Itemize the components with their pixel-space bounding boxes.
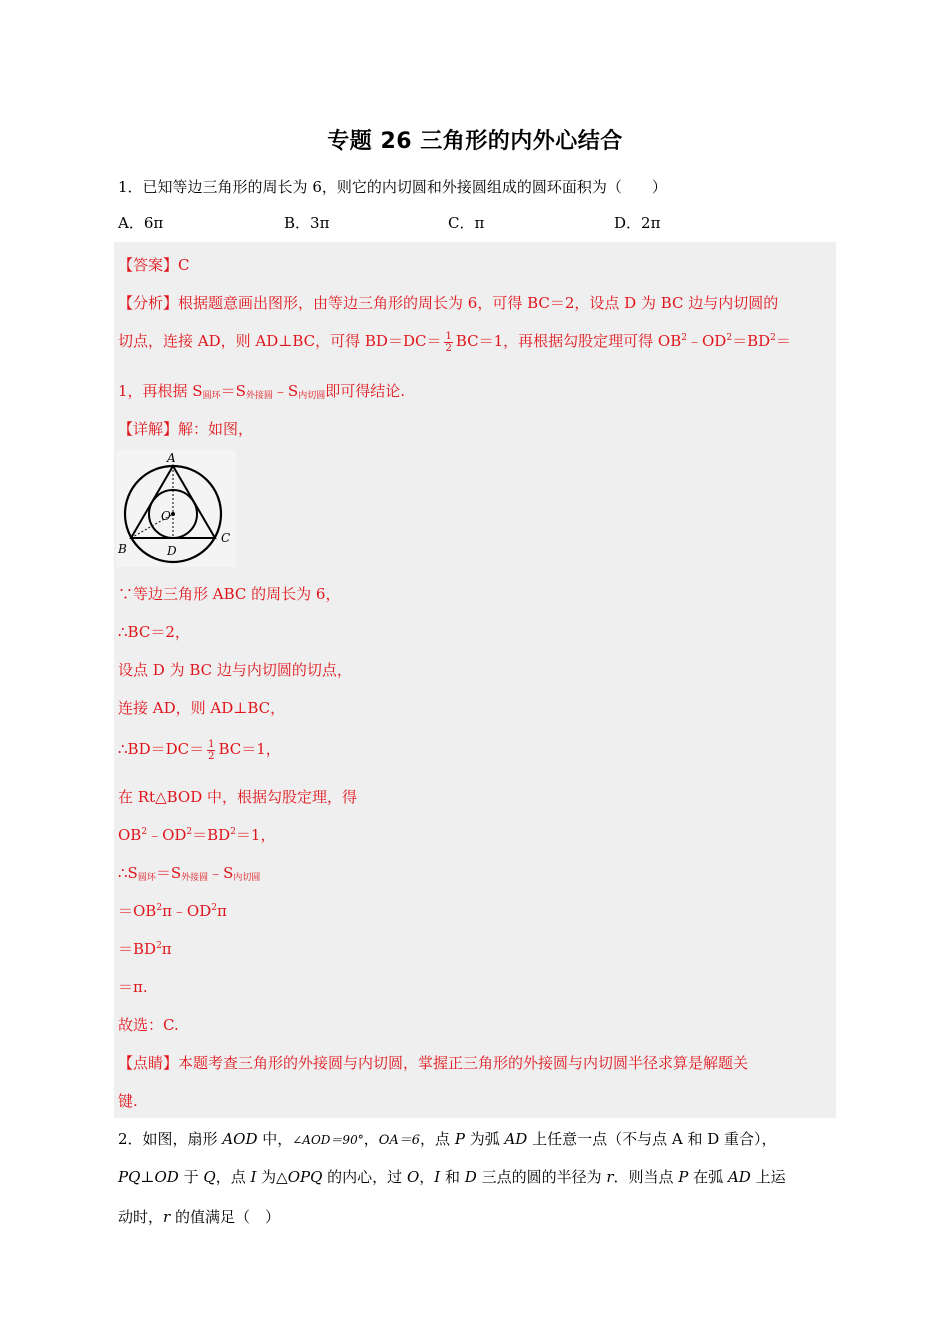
- solution-step-2: ∴BC＝2，: [118, 623, 190, 641]
- solution-step-4: 连接 AD，则 AD⊥BC，: [118, 699, 286, 717]
- solution-step-8: $\therefore S_{圆环}=S_{外接圆}﹣S_{内切圆}$: [118, 864, 261, 883]
- analysis-line-2: 切点，连接 AD，则 AD⊥BC，可得 BD＝DC＝ $\frac{1}{2}$ BC＝1，再根据勾股定理可得 $OB^2﹣OD^2=BD^2=$: [118, 330, 791, 354]
- solution-step-10: $=BD^2\pi$: [118, 940, 172, 958]
- question-2-line-2: PQ⊥OD 于 Q，点 I 为△OPQ 的内心，过 O，I 和 D 三点的圆的半径为 r．则当点 P 在弧 AD 上运: [118, 1168, 786, 1186]
- page-title: 专题 26 三角形的内外心结合: [327, 129, 623, 154]
- answer-section: [114, 242, 836, 1118]
- option-d: D．2π: [614, 214, 661, 232]
- solution-step-1: ∵等边三角形 ABC 的周长为 6，: [118, 585, 341, 603]
- label-d: D: [167, 544, 177, 558]
- option-c: C．π: [448, 214, 485, 232]
- fraction-half: $\frac{1}{2}$: [445, 330, 452, 354]
- analysis-line-1: 【分析】根据题意画出图形，由等边三角形的周长为 6，可得 BC＝2，设点 D 为 BC 边与内切圆的: [118, 294, 779, 312]
- solution-step-11: ＝π.: [118, 978, 148, 996]
- option-b: B．3π: [284, 214, 330, 232]
- answer-label: 【答案】C: [118, 256, 190, 274]
- solution-step-5: ∴BD＝DC＝ $\frac{1}{2}$ BC＝1，: [118, 738, 281, 762]
- question-1-stem: 1．已知等边三角形的周长为 6，则它的内切圆和外接圆组成的圆环面积为（ ）: [118, 178, 667, 196]
- solution-step-7: $OB^2﹣OD^2=BD^2=1$，: [118, 826, 276, 844]
- label-o: O: [161, 509, 171, 523]
- solution-step-6: 在 Rt△BOD 中，根据勾股定理，得: [118, 788, 358, 806]
- comment-line-2: 键.: [118, 1092, 138, 1110]
- detail-label: 【详解】解：如图，: [118, 420, 254, 438]
- question-2-line-1: 2．如图，扇形 AOD 中，∠AOD＝90°，OA＝6，点 P 为弧 AD 上任意一点（不与点 A 和 D 重合），: [118, 1130, 777, 1148]
- label-a: A: [167, 451, 176, 465]
- solution-step-9: $=OB^2\pi﹣OD^2\pi$: [118, 902, 227, 920]
- label-b: B: [118, 542, 127, 556]
- question-2-line-3: 动时，r 的值满足（ ）: [118, 1208, 280, 1226]
- option-a: A．6π: [118, 214, 164, 232]
- comment-line-1: 【点睛】本题考查三角形的外接圆与内切圆，掌握正三角形的外接圆与内切圆半径求算是解题关: [118, 1054, 749, 1072]
- analysis-line-3: 1，再根据 $S_{圆环}=S_{外接圆}﹣S_{内切圆}$即可得结论.: [118, 382, 405, 401]
- solution-step-3: 设点 D 为 BC 边与内切圆的切点，: [118, 661, 352, 679]
- fraction-half: $\frac{1}{2}$: [208, 738, 215, 762]
- inscribed-circumscribed-figure: [116, 450, 236, 567]
- solution-step-12: 故选：C.: [118, 1016, 179, 1034]
- label-c: C: [221, 531, 231, 545]
